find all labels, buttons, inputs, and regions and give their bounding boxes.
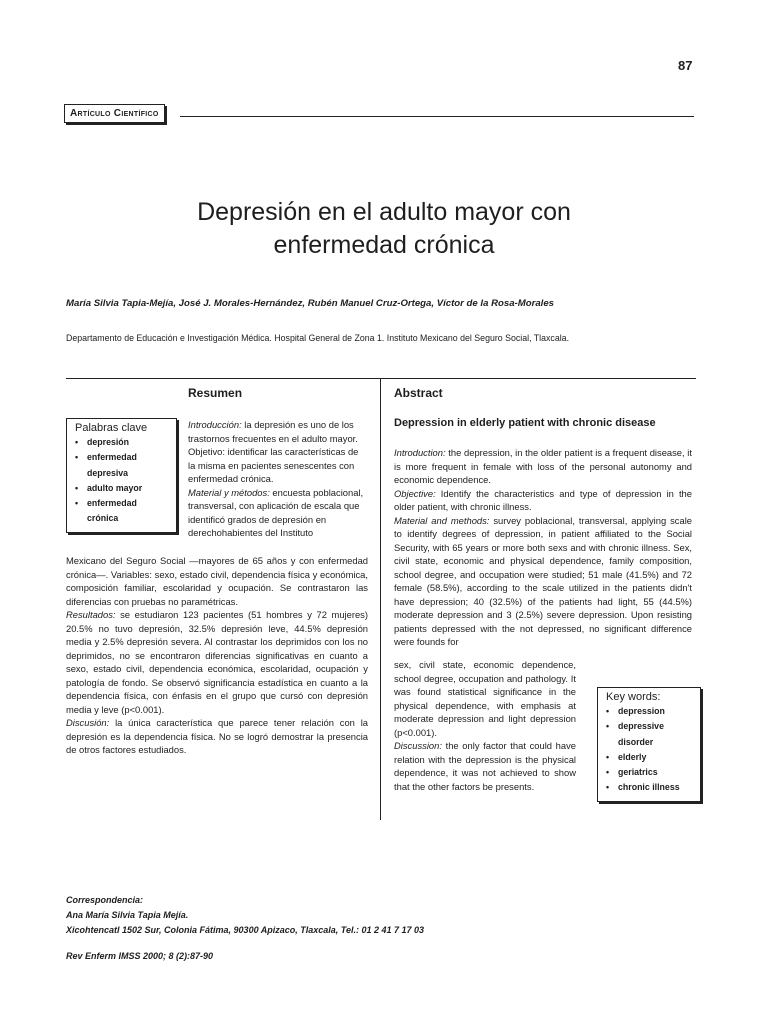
palabra-clave-item: • depresión [75,435,170,450]
title-line-1: Depresión en el adulto mayor con [197,198,571,226]
section-label: Artículo Científico [64,104,165,123]
correspondence-address: Xicohtencatl 1502 Sur, Colonia Fátima, 90300 Apizaco, Tlaxcala, Tel.: 01 2 41 7 17 03 [66,925,425,935]
abstract-methods-text: survey poblacional, transversal, applying scale to identify degrees of depression, in patient affiliated to the Social Security, with 65 years or more both sexs and with chronic illness. Sex, civil state, economic and physical dependence, family composition, school degree, and occupation were studied; 51 male (41.5%) and 72 female (58.5%), according to the scale utilized in the patients didn't have depression; 40 (32.5%) of the patients had light, 55 (44.5%) moderate depression and 3 (2.5%) severe depression. Upon resisting patients depressed with the not depressed, no significant difference were founds for [394,514,692,647]
resumen-intro-label: Introducción: [188,419,242,430]
palabra-clave-item: • enfermedad crónica [75,496,170,527]
key-word-item: • depression [606,704,694,719]
resumen-objetivo: Objetivo: identificar las características de la misma en pacientes senescentes con enfermedad crónica. [188,446,359,484]
resumen-resultados-label: Resultados: [66,609,116,620]
palabra-clave-item: • enfermedad depresiva [75,450,170,481]
key-words-list [606,704,694,796]
abstract-top-rule [66,378,696,379]
abstract-methods-label: Material and methods: [394,514,490,526]
palabra-clave-item: • adulto mayor [75,481,170,496]
correspondence-label: Correspondencia: [66,895,144,905]
abstract-intro-label: Introduction: [394,447,446,458]
palabras-clave-list [75,435,170,527]
palabras-clave-title: Palabras clave [75,422,148,434]
abstract-discussion-text: the only factor that could have relation with the depression is the physical dependence, it was not achieved to show that the other factors be presents. [394,740,576,792]
resumen-material-label: Material y métodos: [188,486,270,498]
correspondence-name: Ana María Silvia Tapia Mejía. [66,910,189,920]
resumen-discusion-text: la única característica que parece tener relación con la depresión es la dependencia física. No se logró demostrar la presencia de otros factores estudiados. [66,717,368,755]
correspondence [66,893,424,938]
abstract-methods-continued: sex, civil state, economic dependence, school degree, occupation and pathology. It was found statistical significance in the physical dependence, with emphasis at moderate depression and light depression (p<0.001). [394,659,576,738]
abstract-objective-text: Identify the characteristics and type of depression in the older patient, with chronic illness. [394,487,692,512]
abstract-heading: Abstract [394,386,443,400]
key-word-item: • depressive disorder [606,719,694,750]
resumen-material-text: encuesta poblacional, transversal, con aplicación de escala que identificó grados de depresión en derechohabientes del Instituto [188,486,364,538]
resumen-text-top [188,418,368,540]
key-word-item: • geriatrics [606,765,694,780]
resumen-resultados-text: se estudiaron 123 pacientes (51 hombres y 72 mujeres) 20.5% no tuvo depresión, 32.5% depresión leve, 44.5% depresión media y 2.5% depresión severa. Al contrastar los deprimidos con los no deprimidos, no se encontraron diferencias significativas en cuanto a sexo, estado civil, dependencia económica, escolaridad, ocupación y patología de fondo. Se observó significancia estadística en cuanto a la dependencia física, con énfasis en el grupo que cursó con depresión media y leve (p<0.001). [66,609,368,715]
section-rule [180,116,694,117]
resumen-intro-text: la depresión es uno de los trastornos frecuentes en el adulto mayor. [188,419,358,444]
key-words-title: Key words: [606,691,661,703]
affiliation: Departamento de Educación e Investigación Médica. Hospital General de Zona 1. Instituto Mexicano del Seguro Social, Tlaxcala. [66,333,570,343]
key-words-box [597,687,701,802]
abstract-intro-text: the depression, in the older patient is a frequent disease, it is more frequent in female with loss of the personal autonomy and economic dependence. [394,447,692,485]
title-line-2: enfermedad crónica [273,231,495,259]
key-word-item: • chronic illness [606,780,694,795]
resumen-material-continued: Mexicano del Seguro Social —mayores de 65 años y con enfermedad crónica—. Variables: sexo, estado civil, dependencia física y económica, composición familiar, escolaridad y ocupación. Se contrastaron las diferencias con pruebas no paramétricas. [66,555,368,607]
palabras-clave-box [66,418,177,533]
abstract-text-bottom [394,658,576,793]
resumen-heading: Resumen [188,386,243,400]
abstract-text-top [394,446,692,649]
abstract-objective-label: Objective: [394,487,436,499]
key-word-item: • elderly [606,750,694,765]
article-title [100,196,668,262]
resumen-discusion-label: Discusión: [66,717,110,728]
page-number: 87 [678,58,693,73]
abstract-discussion-label: Discussion: [394,740,442,751]
authors: María Silvia Tapia-Mejía, José J. Morales-Hernández, Rubén Manuel Cruz-Ortega, Víctor de la Rosa-Morales [66,298,554,309]
resumen-text-bottom [66,554,368,757]
journal-citation: Rev Enferm IMSS 2000; 8 (2):87-90 [66,951,214,961]
column-divider [380,378,381,820]
abstract-subtitle: Depression in elderly patient with chronic disease [394,417,656,429]
